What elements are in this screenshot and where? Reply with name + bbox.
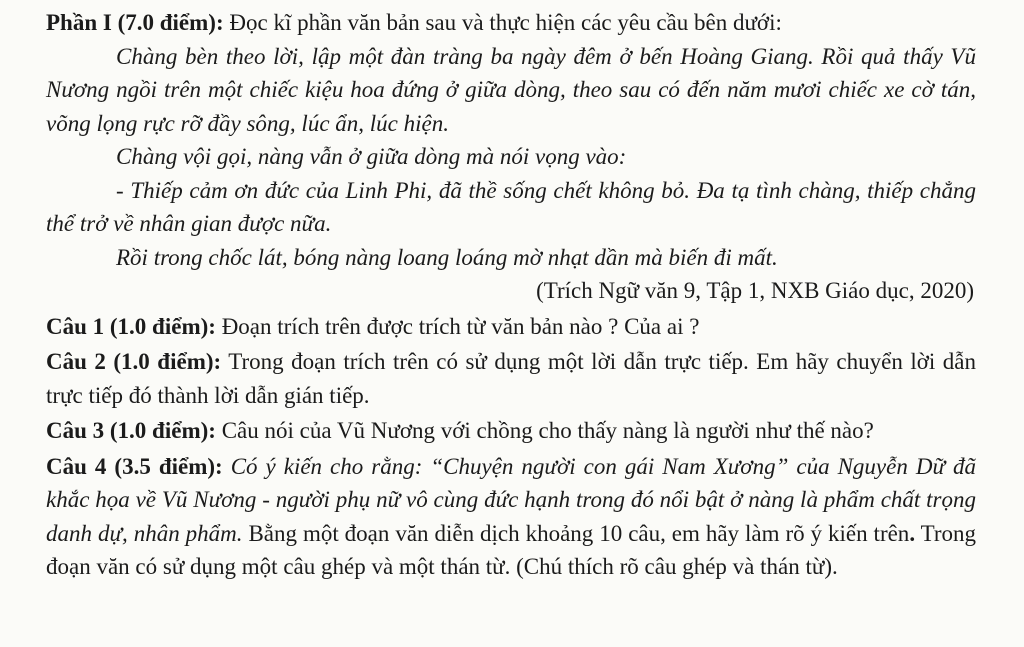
question-2 xyxy=(46,345,976,412)
part-heading: Phần I (7.0 điểm): xyxy=(46,10,224,35)
question-3-text: Câu nói của Vũ Nương với chồng cho thấy nàng là người như thế nào? xyxy=(215,418,874,443)
passage-source: (Trích Ngữ văn 9, Tập 1, NXB Giáo dục, 2020) xyxy=(536,278,974,303)
part-instruction: Đọc kĩ phần văn bản sau và thực hiện các yêu cầu bên dưới: xyxy=(223,10,782,35)
passage-paragraph-4: Rồi trong chốc lát, bóng nàng loang loáng mờ nhạt dần mà biến đi mất. xyxy=(116,244,778,270)
question-4-label: Câu 4 (3.5 điểm): xyxy=(46,453,223,479)
question-1-label: Câu 1 (1.0 điểm): xyxy=(46,313,216,339)
question-3-label: Câu 3 (1.0 điểm): xyxy=(46,418,216,443)
question-4-text-part2: Trong đoạn văn có sử dụng một câu ghép và một thán từ. (Chú thích rõ câu ghép và thán từ). xyxy=(46,520,976,579)
question-4-bold-period: . xyxy=(909,520,916,546)
passage-paragraph-1: Chàng bèn theo lời, lập một đàn tràng ba ngày đêm ở bến Hoàng Giang. Rồi quả thấy Vũ Nương ngồi trên một chiếc kiệu hoa đứng ở giữa dòng, theo sau có đến năm mươi chiếc xe cờ tán, võng lọng rực rỡ đầy sông, lúc ẩn, lúc hiện. xyxy=(46,43,976,136)
passage-paragraph-3: - Thiếp cảm ơn đức của Linh Phi, đã thề sống chết không bỏ. Đa tạ tình chàng, thiếp chẳng thể trở về nhân gian được nữa. xyxy=(46,177,976,236)
question-4-text-italic: Có ý kiến cho rằng: “Chuyện người con gái Nam Xương” của Nguyễn Dữ đã khắc họa về Vũ Nương - người phụ nữ vô cùng đức hạnh trong đó nổi bật ở nàng là phẩm chất trọng danh dự, nhân phẩm. xyxy=(46,453,976,546)
question-3 xyxy=(46,414,976,448)
question-4 xyxy=(46,450,976,584)
document-content xyxy=(46,6,976,584)
passage-paragraph-2: Chàng vội gọi, nàng vẫn ở giữa dòng mà nói vọng vào: xyxy=(116,144,627,169)
question-1-text: Đoạn trích trên được trích từ văn bản nào ? Của ai ? xyxy=(215,313,700,339)
question-2-label: Câu 2 (1.0 điểm): xyxy=(46,349,222,374)
question-1 xyxy=(46,310,976,344)
part-heading-line xyxy=(46,6,976,40)
question-4-text-part1: Bằng một đoạn văn diễn dịch khoảng 10 câu, em hãy làm rõ ý kiến trên xyxy=(242,520,910,546)
question-2-text: Trong đoạn trích trên có sử dụng một lời dẫn trực tiếp. Em hãy chuyển lời dẫn trực tiếp đó thành lời dẫn gián tiếp. xyxy=(46,349,976,408)
